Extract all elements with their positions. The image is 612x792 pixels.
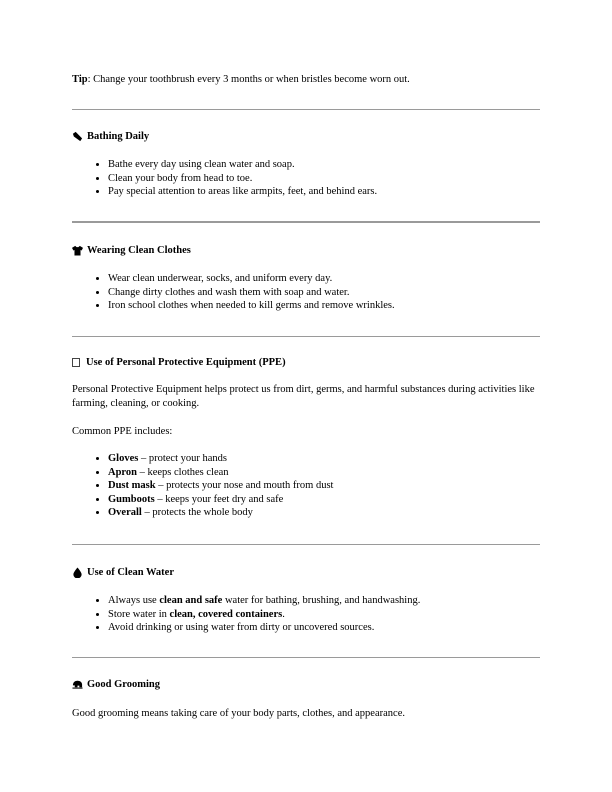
- list-item: • Bathe every day using clean water and soap.: [108, 158, 576, 172]
- list-item: • Iron school clothes when needed to kill germs and remove wrinkles.: [108, 299, 576, 313]
- section-heading-bathing: [72, 130, 540, 144]
- ppe-desc: – keeps clothes clean: [136, 466, 229, 478]
- grooming-title: Good Grooming: [87, 679, 161, 690]
- bathing-icon: [72, 131, 83, 142]
- list-item: [108, 506, 576, 520]
- list-item: • Change dirty clothes and wash them with soap and water.: [108, 286, 576, 300]
- section-heading-ppe: [72, 356, 540, 370]
- ppe-desc: – protects your nose and mouth from dust: [155, 480, 334, 491]
- water-text: water for bathing, brushing, and handwashing.: [222, 595, 421, 606]
- grooming-text: Good grooming means taking care of your body parts, clothes, and appearance.: [72, 708, 405, 719]
- list-item: [108, 608, 576, 622]
- section-heading-water: [72, 566, 540, 580]
- divider: [72, 336, 540, 337]
- bathing-list: [72, 158, 576, 199]
- list-item: [108, 621, 576, 635]
- ppe-title: Use of Personal Protective Equipment (PPE): [86, 357, 286, 368]
- list-item: [108, 594, 576, 608]
- ppe-list: [72, 452, 576, 520]
- divider: [72, 109, 540, 110]
- section-heading-clothes: [72, 244, 540, 258]
- tip-text: : Change your toothbrush every 3 months or when bristles become worn out.: [87, 74, 410, 85]
- bathing-title: Bathing Daily: [87, 131, 150, 142]
- water-list: [72, 594, 576, 635]
- water-text: .: [282, 608, 285, 620]
- ppe-lead: Common PPE includes:: [72, 426, 173, 437]
- list-item: [108, 466, 576, 480]
- ppe-desc: – protects the whole body: [141, 507, 253, 518]
- ppe-desc: – keeps your feet dry and safe: [154, 493, 284, 505]
- ppe-term: Dust mask: [108, 480, 156, 491]
- ppe-term: Gumboots: [108, 493, 155, 505]
- ppe-term: Overall: [108, 507, 142, 518]
- list-item: [108, 479, 576, 493]
- ppe-term: Apron: [108, 466, 137, 478]
- list-item: [108, 452, 576, 466]
- list-item: • Wear clean underwear, socks, and uniform every day.: [108, 272, 576, 286]
- list-item: • Pay special attention to areas like armpits, feet, and behind ears.: [108, 185, 576, 199]
- tshirt-icon: [72, 245, 83, 256]
- water-bold: clean and safe: [159, 595, 223, 606]
- water-title: Use of Clean Water: [87, 567, 174, 578]
- tip-paragraph: [72, 73, 540, 87]
- water-text: Always use: [108, 595, 160, 606]
- ppe-intro: Personal Protective Equipment helps protect us from dirt, germs, and harmful substances during activities like farming, cleaning, or cooking.: [72, 384, 535, 409]
- divider: [72, 544, 540, 545]
- water-drop-icon: [72, 567, 83, 578]
- clothes-list: [72, 272, 576, 313]
- ppe-desc: – protect your hands: [138, 453, 227, 464]
- water-bold: clean, covered containers: [169, 608, 283, 620]
- list-item: [108, 493, 576, 507]
- divider: [72, 221, 540, 223]
- ppe-term: Gloves: [108, 453, 139, 464]
- water-text: Avoid drinking or using water from dirty or uncovered sources.: [108, 622, 375, 633]
- missing-glyph-icon: [72, 358, 80, 367]
- tip-label: Tip: [72, 74, 88, 85]
- water-text: Store water in: [108, 608, 170, 620]
- list-item: • Clean your body from head to toe.: [108, 172, 576, 186]
- divider: [72, 657, 540, 658]
- grooming-icon: [72, 679, 83, 690]
- clothes-title: Wearing Clean Clothes: [87, 245, 191, 256]
- section-heading-grooming: [72, 678, 540, 692]
